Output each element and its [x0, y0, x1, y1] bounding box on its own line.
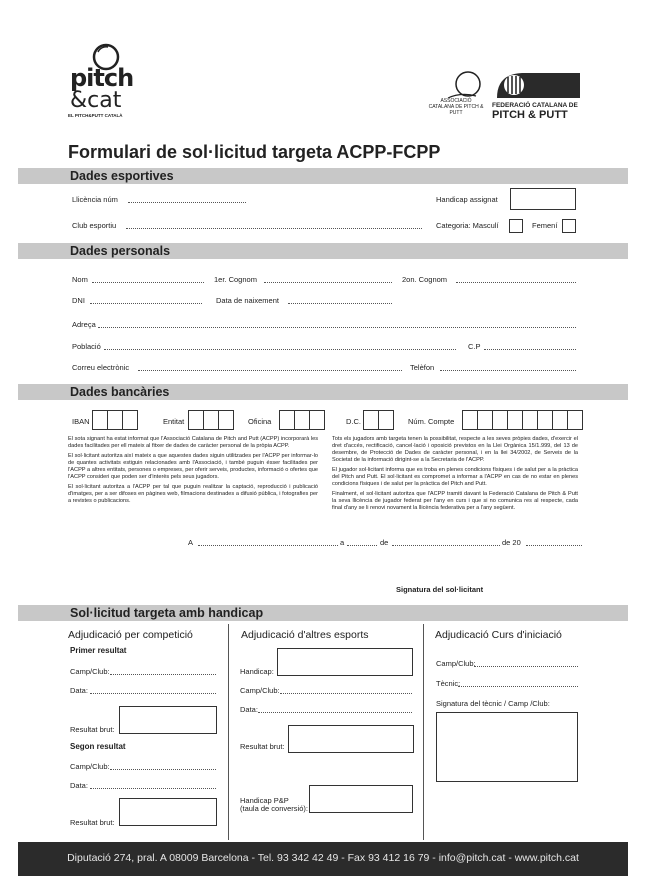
col3-camp-field[interactable] — [474, 666, 578, 667]
pitch-cat-logo — [68, 42, 148, 122]
femeni-label: Femení — [532, 221, 558, 230]
nom-label: Nom — [72, 275, 88, 284]
col1-camp-field[interactable] — [110, 674, 216, 675]
day-field[interactable] — [347, 545, 377, 546]
col1-resultat2-box[interactable] — [119, 798, 217, 826]
col3-tecnic-field[interactable] — [458, 686, 578, 687]
llicencia-label: Llicència núm — [72, 195, 118, 204]
day-prefix-label: a — [340, 538, 345, 547]
oficina-boxes[interactable] — [280, 410, 325, 430]
legal-paragraph: Tots els jugadors amb targeta tenen la possibilitat, respecte a les seves pròpies dades, d'exercir el dret d'accés, rectificació, cancel·lació i oposició previstos en la Llei Orgànica 15/1.999, del 13 de desembre, de Protecció de Dades de caràcter personal, i en la llei 34/2002, de Serveis de la Societat de la informació dirigint-se a la Secretaria de l'ACPP. — [332, 436, 578, 463]
oficina-label: Oficina — [248, 417, 272, 426]
col1-data2-label: Data: — [70, 781, 88, 790]
section-title: Dades personals — [70, 244, 171, 258]
col2-hpp-label-1: Handicap P&P — [240, 796, 289, 805]
section-title: Sol·licitud targeta amb handicap — [70, 606, 264, 620]
col1-data-label: Data: — [70, 686, 88, 695]
footer-bar — [18, 842, 628, 876]
col2-camp-field[interactable] — [280, 693, 412, 694]
cp-label: C.P — [468, 342, 481, 351]
col3-camp-label: Camp/Club: — [436, 659, 476, 668]
legal-paragraph: El jugador sol·licitant informa que es troba en plenes condicions físiques i de salut per a la pràctica del Pitch and Putt. El sol·licitant es compromet a informar a l'ACPP en cas de no estar en plenes condicions físiques i de salut per la pràctica del Pitch and Putt. — [332, 467, 578, 487]
cp-field[interactable] — [484, 349, 576, 350]
col1-data-field[interactable] — [90, 693, 216, 694]
section-dades-esportives — [18, 168, 628, 184]
legal-paragraph: El sol·licitant autoritza a l'ACPP per tal que puguin realitzar la captació, reproducció i publicació d'imatges, per a ser difoses en pàgines web, filmacions destinades a difusió pública, i fotografies per a revistes o publicacions. — [68, 484, 318, 504]
col2-hpp-label-2: (taula de conversió): — [240, 804, 308, 813]
section-handicap — [18, 605, 628, 621]
legal-paragraph: El sota signant ha estat informat que l'Associació Catalana de Pitch and Putt (ACPP) incorporarà les dades facilitades per ell mateix al fitxer de dades de caràcter personal de la pròpia ACPP. — [68, 436, 318, 449]
adreca-field[interactable] — [98, 327, 576, 328]
col1-resultat2-label: Resultat brut: — [70, 818, 115, 827]
cognom2-label: 2on. Cognom — [402, 275, 448, 284]
dc-label: D.C. — [346, 417, 361, 426]
col3-signatura-box[interactable] — [436, 712, 578, 782]
cat-logo-text: &cat — [70, 88, 122, 113]
pitch-logo-tagline: EL PITCH&PUTT CATALÀ — [68, 113, 123, 118]
col1-camp2-label: Camp/Club: — [70, 762, 110, 771]
col3-tecnic-label: Tècnic: — [436, 679, 461, 688]
fcpp-logo-line1: FEDERACIÓ CATALANA DE — [492, 102, 578, 109]
signatura-label: Signatura del sol·licitant — [396, 585, 484, 594]
dc-boxes[interactable] — [364, 410, 394, 430]
naixement-field[interactable] — [288, 303, 392, 304]
legal-paragraph: Finalment, el sol·licitant autoritza que l'ACPP tramiti davant la Federació Catalana de Pitch & Putt la seva llicència de jugador federat per l'any en curs i que si no comunica res al respecte, cada final d'any se li renovi novament la llicència federativa per a l'any següent. — [332, 491, 578, 511]
year-label: de 20 — [502, 538, 521, 547]
telefon-label: Telèfon — [410, 363, 435, 372]
legal-right — [332, 436, 578, 515]
fcpp-logo-line2: PITCH & PUTT — [492, 109, 568, 121]
adreca-label: Adreça — [72, 320, 96, 329]
dni-label: DNI — [72, 296, 85, 305]
categoria-label: Categoria: Masculí — [436, 221, 499, 230]
naixement-label: Data de naixement — [216, 296, 279, 305]
iban-label: IBAN — [72, 417, 90, 426]
col1-camp-label: Camp/Club: — [70, 667, 110, 676]
nom-field[interactable] — [92, 282, 204, 283]
col1-resultat-box[interactable] — [119, 706, 217, 734]
col2-hpp-box[interactable] — [309, 785, 413, 813]
dni-field[interactable] — [90, 303, 202, 304]
section-dades-bancaries — [18, 384, 628, 400]
place-field[interactable] — [198, 545, 338, 546]
segon-resultat-heading: Segon resultat — [70, 742, 126, 751]
column-divider — [228, 624, 229, 840]
poblacio-label: Població — [72, 342, 101, 351]
month-field[interactable] — [392, 545, 500, 546]
compte-label: Núm. Compte — [408, 417, 455, 426]
legal-paragraph: El sol·licitant autoritza així mateix a que aquestes dades siguin utilitzades per l'ACPP per informar-lo de quantes activitats estiguin relacionades amb l'Associació, i també puguin ésser facilitades per l'ACPP a altres entitats, persones o empreses, per oferir serveis, productes, informació o ofertes que l'ACPP consideri que poden ser d'interès pels seus jugadors. — [68, 453, 318, 480]
club-label: Club esportiu — [72, 221, 117, 230]
cognom2-field[interactable] — [456, 282, 576, 283]
cognom1-label: 1er. Cognom — [214, 275, 257, 284]
col2-title: Adjudicació d'altres esports — [241, 629, 369, 641]
section-dades-personals — [18, 243, 628, 259]
col2-data-field[interactable] — [258, 712, 412, 713]
page-title: Formulari de sol·licitud targeta ACPP-FCPP — [68, 142, 441, 162]
col1-resultat-label: Resultat brut: — [70, 725, 115, 734]
col1-data2-field[interactable] — [90, 788, 216, 789]
handicap-field[interactable] — [510, 188, 576, 210]
legal-left — [68, 436, 318, 508]
correu-label: Correu electrònic — [72, 363, 130, 372]
col3-title: Adjudicació Curs d'iniciació — [435, 629, 562, 641]
pitch-logo-text: pitch — [70, 64, 134, 92]
fcpp-emblem-icon — [492, 68, 582, 102]
club-field[interactable] — [126, 228, 422, 229]
section-title: Dades bancàries — [70, 385, 170, 399]
entitat-boxes[interactable] — [189, 410, 234, 430]
handicap-label: Handicap assignat — [436, 195, 498, 204]
section-title: Dades esportives — [70, 169, 174, 183]
telefon-field[interactable] — [440, 370, 576, 371]
col1-title: Adjudicació per competició — [68, 629, 193, 641]
col2-handicap-box[interactable] — [277, 648, 413, 676]
acpp-logo-text: ASSOCIACIÓ CATALANA DE PITCH & PUTT — [428, 98, 484, 116]
col1-camp2-field[interactable] — [110, 769, 216, 770]
entitat-label: Entitat — [163, 417, 185, 426]
primer-resultat-heading: Primer resultat — [70, 646, 127, 655]
fcpp-logo — [492, 68, 582, 123]
acpp-logo — [428, 70, 488, 125]
place-label: A — [188, 538, 194, 547]
correu-field[interactable] — [138, 370, 402, 371]
col2-camp-label: Camp/Club: — [240, 686, 280, 695]
col2-data-label: Data: — [240, 705, 258, 714]
poblacio-field[interactable] — [104, 349, 456, 350]
col2-resultat-label: Resultat brut: — [240, 742, 285, 751]
column-divider — [423, 624, 424, 840]
footer-contact: Diputació 274, pral. A 08009 Barcelona - Tel. 93 342 42 49 - Fax 93 412 16 79 - info@pitch.cat - www.pitch.cat — [67, 852, 579, 864]
col3-signatura-label: Signatura del tècnic / Camp /Club: — [436, 699, 550, 708]
compte-boxes[interactable] — [463, 410, 583, 430]
year-field[interactable] — [526, 545, 582, 546]
femeni-checkbox[interactable] — [562, 219, 576, 233]
cognom1-field[interactable] — [264, 282, 392, 283]
iban-boxes[interactable] — [93, 410, 138, 430]
col2-resultat-box[interactable] — [288, 725, 414, 753]
masculi-checkbox[interactable] — [509, 219, 523, 233]
llicencia-field[interactable] — [128, 202, 246, 203]
col2-handicap-label: Handicap: — [240, 667, 274, 676]
month-prefix-label: de — [380, 538, 389, 547]
